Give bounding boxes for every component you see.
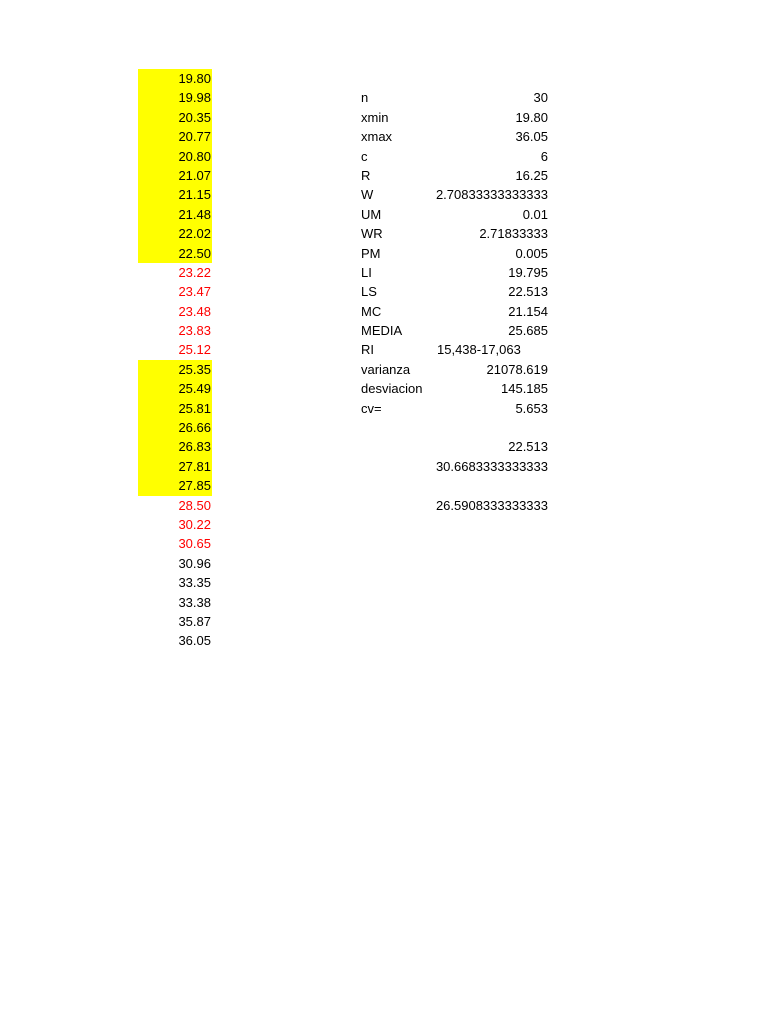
stat-value[interactable]: 22.513 [508, 284, 548, 300]
data-cell[interactable]: 22.50 [138, 244, 212, 263]
stat-value[interactable]: 30 [533, 90, 548, 106]
data-cell[interactable]: 20.77 [138, 127, 212, 146]
data-cell[interactable]: 28.50 [178, 497, 211, 513]
data-cell[interactable]: 19.98 [138, 88, 212, 107]
stat-value[interactable]: 16.25 [515, 167, 548, 183]
data-cell[interactable]: 25.35 [138, 360, 212, 379]
data-cell[interactable]: 27.85 [138, 476, 212, 495]
stat-label[interactable]: WR [361, 226, 383, 242]
data-cell[interactable]: 23.83 [178, 323, 211, 339]
stat-value[interactable]: 145.185 [501, 381, 548, 397]
data-cell[interactable]: 26.66 [138, 418, 212, 437]
stat-label[interactable]: RI [361, 342, 374, 358]
stat-label[interactable]: R [361, 167, 371, 183]
stat-label[interactable]: desviacion [361, 381, 423, 397]
stat-label[interactable]: PM [361, 245, 381, 261]
stat-value[interactable]: 25.685 [508, 323, 548, 339]
data-cell[interactable]: 21.48 [138, 205, 212, 224]
stat-label[interactable]: MC [361, 303, 382, 319]
stat-label[interactable]: xmin [361, 109, 389, 125]
stat-value[interactable]: 19.795 [508, 264, 548, 280]
stat-value[interactable]: 22.513 [508, 439, 548, 455]
data-cell[interactable]: 36.05 [178, 633, 211, 649]
stat-label[interactable]: varianza [361, 361, 411, 377]
data-cell[interactable]: 25.12 [178, 342, 211, 358]
stat-value[interactable]: 0.005 [515, 245, 548, 261]
stat-label[interactable]: W [361, 187, 374, 203]
stat-value[interactable]: 0.01 [522, 206, 548, 222]
stat-value[interactable] [420, 418, 548, 437]
data-column [138, 69, 212, 651]
stat-value[interactable]: 26.5908333333333 [435, 497, 548, 513]
stat-value[interactable]: 2.70833333333333 [435, 187, 548, 203]
stat-value[interactable]: 5.653 [515, 400, 548, 416]
stat-label[interactable]: LS [361, 284, 377, 300]
data-cell[interactable]: 33.35 [178, 575, 211, 591]
data-cell[interactable]: 21.07 [138, 166, 212, 185]
data-cell[interactable]: 23.22 [178, 264, 211, 280]
stats-value-column [420, 88, 548, 515]
data-cell[interactable]: 23.47 [178, 284, 211, 300]
data-cell[interactable]: 30.96 [178, 555, 211, 571]
data-cell[interactable]: 21.15 [138, 185, 212, 204]
stat-value[interactable]: 15,438-17,063 [437, 342, 521, 358]
stat-label[interactable]: xmax [361, 129, 393, 145]
data-cell[interactable]: 25.49 [138, 379, 212, 398]
stat-label[interactable]: UM [361, 206, 382, 222]
stat-value[interactable]: 21.154 [508, 303, 548, 319]
data-cell[interactable]: 22.02 [138, 224, 212, 243]
stat-label[interactable]: c [361, 148, 368, 164]
stat-label[interactable]: cv= [361, 400, 382, 416]
data-cell[interactable]: 27.81 [138, 457, 212, 476]
data-cell[interactable]: 20.35 [138, 108, 212, 127]
data-cell[interactable]: 35.87 [178, 613, 211, 629]
data-cell[interactable]: 26.83 [138, 437, 212, 456]
data-cell[interactable]: 19.80 [138, 69, 212, 88]
stat-value[interactable]: 36.05 [515, 129, 548, 145]
data-cell[interactable]: 33.38 [178, 594, 211, 610]
stat-label[interactable]: MEDIA [361, 323, 403, 339]
stat-value[interactable]: 6 [540, 148, 548, 164]
stat-label[interactable]: LI [361, 264, 372, 280]
data-cell[interactable]: 30.65 [178, 536, 211, 552]
data-cell[interactable]: 30.22 [178, 516, 211, 532]
stat-value[interactable] [420, 476, 548, 495]
data-cell[interactable]: 25.81 [138, 399, 212, 418]
data-cell[interactable]: 23.48 [178, 303, 211, 319]
data-cell[interactable]: 20.80 [138, 147, 212, 166]
stat-value[interactable]: 21078.619 [486, 361, 548, 377]
stat-value[interactable]: 2.71833333 [479, 226, 548, 242]
stat-label[interactable]: n [361, 90, 369, 106]
stat-value[interactable]: 19.80 [515, 109, 548, 125]
stat-value[interactable]: 30.6683333333333 [435, 458, 548, 474]
